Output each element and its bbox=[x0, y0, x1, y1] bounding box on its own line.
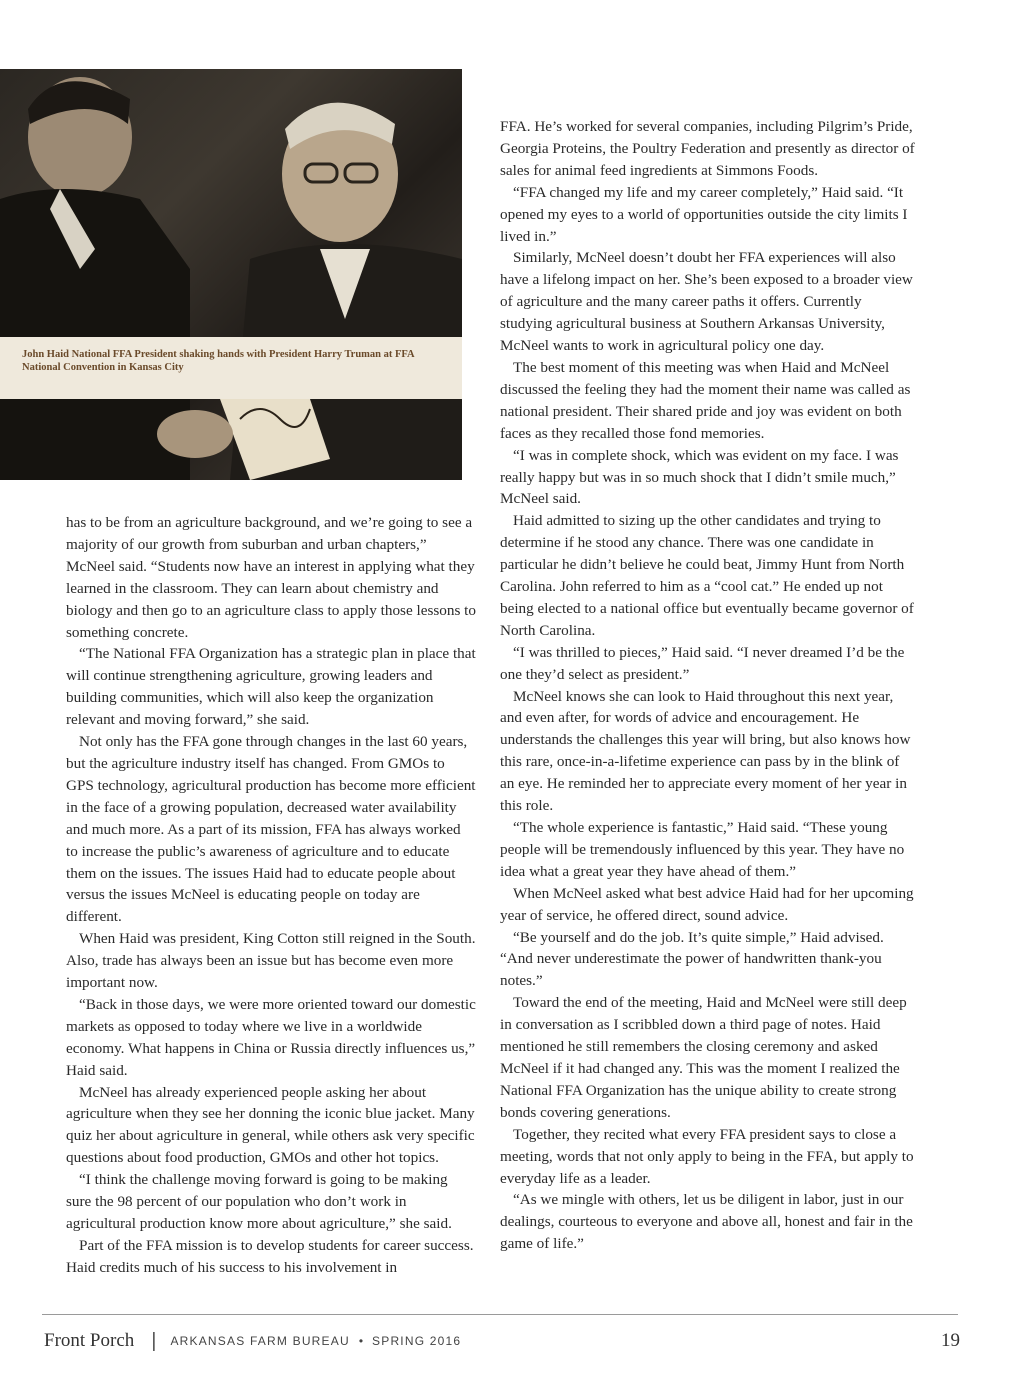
page-number: 19 bbox=[941, 1330, 960, 1351]
paragraph: Together, they recited what every FFA president says to close a meeting, words that not only apply to being in the FFA, but apply to everyday life as a leader. bbox=[500, 1125, 914, 1187]
paragraph: has to be from an agriculture background, and we’re going to see a majority of our growth from suburban and urban chapters,” McNeel said. “Students now have an interest in applying what they learned in the classroom. They can learn about chemistry and biology and then go to an agriculture class to apply those lessons to something concrete. bbox=[66, 514, 476, 641]
paragraph: McNeel knows she can look to Haid throughout this next year, and even after, for words of advice and encouragement. He understands the challenges this year will bring, but also knows how this rare, once-in-a-lifetime experience can pass by in the blink of an eye. He reminded her to appreciate every moment of her year in this role. bbox=[500, 687, 911, 815]
paragraph: Not only has the FFA gone through changes in the last 60 years, but the agriculture industry itself has changed. From GMOs to GPS technology, agricultural production has become more efficient in the face of a growing population, decreased water availability and much more. As a part of its mission, FFA has always worked to increase the public’s awareness of agriculture and to educate them on the issues. The issues Haid had to educate people about versus the issues McNeel is educating people on today are different. bbox=[66, 733, 476, 926]
paragraph: When McNeel asked what best advice Haid had for her upcoming year of service, he offered direct, sound advice. bbox=[500, 884, 914, 924]
paragraph: FFA. He’s worked for several companies, including Pilgrim’s Pride, Georgia Proteins, the Poultry Federation and presently as director of sales for animal feed ingredients at Simmons Foods. bbox=[500, 118, 915, 179]
paragraph: “Be yourself and do the job. It’s quite simple,” Haid advised. “And never underestimate the power of handwritten thank-you notes.” bbox=[500, 928, 884, 990]
photo-caption: John Haid National FFA President shaking hands with President Harry Truman at FFA National Convention in Kansas City bbox=[0, 337, 462, 399]
historic-photo bbox=[0, 69, 462, 480]
paragraph: The best moment of this meeting was when Haid and McNeel discussed the feeling they had the moment their name was called as national president. Their shared pride and joy was evident on both faces as they recalled those fond memories. bbox=[500, 358, 911, 442]
paragraph: Haid admitted to sizing up the other candidates and trying to determine if he stood any chance. There was one candidate in particular he didn’t believe he could beat, Jimmy Hunt from North Carolina. John referred to him as a “cool cat.” He ended up not being elected to a national office but eventually became governor of North Carolina. bbox=[500, 512, 914, 639]
photo-illustration bbox=[0, 69, 462, 480]
paragraph: Toward the end of the meeting, Haid and McNeel were still deep in conversation as I scribbled down a third page of notes. Haid mentioned he still remembers the closing ceremony and asked McNeel if it had changed any. This was the moment I realized the National FFA Organization has the unique ability to create strong bonds covering generations. bbox=[500, 994, 907, 1121]
paragraph: “I think the challenge moving forward is going to be making sure the 98 percent of our population who don’t work in agricultural production know more about agriculture,” she said. bbox=[66, 1171, 452, 1232]
paragraph: Similarly, McNeel doesn’t doubt her FFA experiences will also have a lifelong impact on her. She’s been exposed to a broader view of agriculture and the many career paths it offers. Currently studying agricultural business at Southern Arkansas University, McNeel wants to work in agricultural policy one day. bbox=[500, 249, 913, 355]
paragraph: McNeel has already experienced people asking her about agriculture when they see her donning the iconic blue jacket. Many quiz her about agriculture in general, while others ask very specific questions about food production, GMOs and other hot topics. bbox=[66, 1083, 475, 1167]
article-column-right bbox=[500, 116, 916, 1255]
paragraph: “Back in those days, we were more oriented toward our domestic markets as opposed to today where we live in a worldwide economy. What happens in China or Russia directly influences us,” Haid said. bbox=[66, 995, 476, 1079]
magazine-name: Front Porch bbox=[44, 1330, 135, 1351]
footer-bullet: • bbox=[358, 1334, 364, 1348]
paragraph: “As we mingle with others, let us be diligent in labor, just in our dealings, courteous to everyone and above all, honest and fair in the game of life.” bbox=[500, 1191, 913, 1253]
paragraph: “The whole experience is fantastic,” Haid said. “These young people will be tremendously influenced by this year. They have no idea what a great year they have ahead of them.” bbox=[500, 819, 905, 880]
paragraph: When Haid was president, King Cotton still reigned in the South. Also, trade has always been an issue but has become even more important now. bbox=[66, 930, 476, 992]
footer-separator: | bbox=[151, 1329, 157, 1352]
page-footer bbox=[44, 1326, 960, 1356]
paragraph: “The National FFA Organization has a strategic plan in place that will continue strengthening agriculture, growing leaders and building communities, which will also keep the organization relevant and moving forward,” she said. bbox=[66, 645, 476, 729]
paragraph: “I was thrilled to pieces,” Haid said. “I never dreamed I’d be the one they’d select as president.” bbox=[500, 643, 905, 683]
handshake bbox=[157, 410, 233, 458]
paragraph: “FFA changed my life and my career completely,” Haid said. “It opened my eyes to a world of opportunities outside the city limits I lived in.” bbox=[500, 183, 908, 245]
article-column-left bbox=[66, 512, 476, 1279]
issue-season: SPRING 2016 bbox=[372, 1334, 462, 1348]
paragraph: Part of the FFA mission is to develop students for career success. Haid credits much of his success to his involvement in bbox=[66, 1236, 474, 1276]
paragraph: “I was in complete shock, which was evident on my face. I was really happy but was in so much shock that I didn’t smile much,” McNeel said. bbox=[500, 446, 899, 508]
footer-divider bbox=[42, 1314, 958, 1315]
publisher-name: ARKANSAS FARM BUREAU bbox=[170, 1334, 350, 1348]
